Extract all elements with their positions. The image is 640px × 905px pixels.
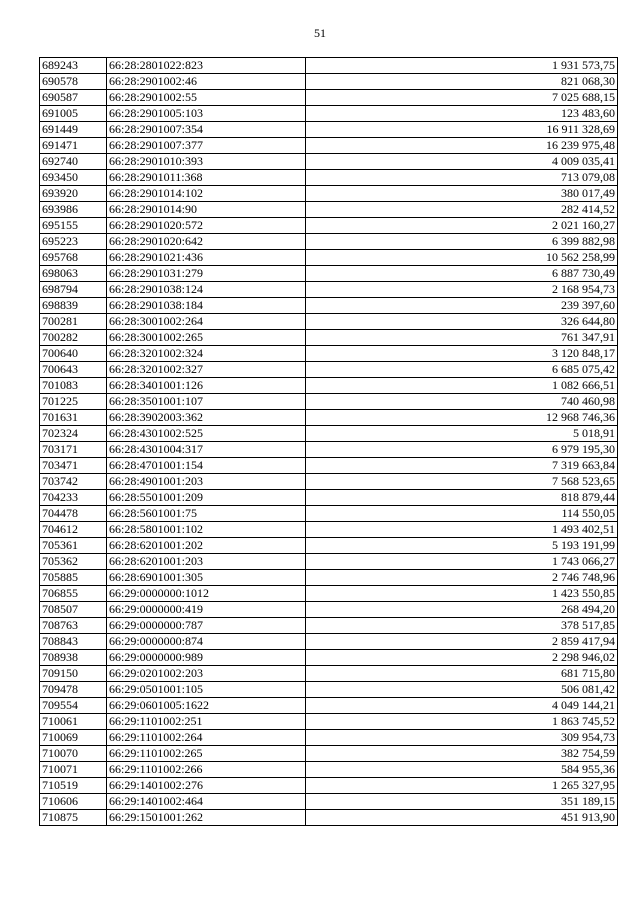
cadastral-number-cell: 66:29:0601005:1622 <box>107 698 306 714</box>
cadastral-value-cell: 1 743 066,27 <box>306 554 618 570</box>
row-id-cell: 692740 <box>40 154 107 170</box>
table-row <box>40 778 618 794</box>
cadastral-value-cell: 1 423 550,85 <box>306 586 618 602</box>
cadastral-number-cell: 66:29:0000000:787 <box>107 618 306 634</box>
table-row <box>40 394 618 410</box>
cadastral-number-cell: 66:29:1101002:251 <box>107 714 306 730</box>
row-id-cell: 695768 <box>40 250 107 266</box>
cadastral-value-cell: 7 025 688,15 <box>306 90 618 106</box>
cadastral-value-cell: 6 979 195,30 <box>306 442 618 458</box>
cadastral-value-cell: 713 079,08 <box>306 170 618 186</box>
table-row <box>40 138 618 154</box>
cadastral-value-cell: 7 568 523,65 <box>306 474 618 490</box>
table-row <box>40 234 618 250</box>
table-row <box>40 250 618 266</box>
table-row <box>40 442 618 458</box>
table-row <box>40 426 618 442</box>
cadastral-number-cell: 66:29:1101002:264 <box>107 730 306 746</box>
cadastral-value-cell: 1 082 666,51 <box>306 378 618 394</box>
row-id-cell: 710069 <box>40 730 107 746</box>
cadastral-number-cell: 66:28:5601001:75 <box>107 506 306 522</box>
table-row <box>40 202 618 218</box>
cadastral-value-cell: 740 460,98 <box>306 394 618 410</box>
cadastral-number-cell: 66:28:2901014:102 <box>107 186 306 202</box>
table-row <box>40 170 618 186</box>
cadastral-number-cell: 66:28:2801022:823 <box>107 58 306 74</box>
cadastral-value-cell: 239 397,60 <box>306 298 618 314</box>
cadastral-number-cell: 66:28:3401001:126 <box>107 378 306 394</box>
cadastral-number-cell: 66:28:5501001:209 <box>107 490 306 506</box>
cadastral-value-cell: 506 081,42 <box>306 682 618 698</box>
cadastral-value-table <box>39 57 618 826</box>
row-id-cell: 704233 <box>40 490 107 506</box>
cadastral-number-cell: 66:28:4701001:154 <box>107 458 306 474</box>
cadastral-number-cell: 66:28:3001002:265 <box>107 330 306 346</box>
row-id-cell: 709554 <box>40 698 107 714</box>
cadastral-value-cell: 7 319 663,84 <box>306 458 618 474</box>
cadastral-value-cell: 382 754,59 <box>306 746 618 762</box>
table-row <box>40 74 618 90</box>
cadastral-value-cell: 6 887 730,49 <box>306 266 618 282</box>
cadastral-value-cell: 6 685 075,42 <box>306 362 618 378</box>
cadastral-number-cell: 66:28:2901021:436 <box>107 250 306 266</box>
row-id-cell: 698839 <box>40 298 107 314</box>
table-row <box>40 298 618 314</box>
cadastral-number-cell: 66:28:2901007:354 <box>107 122 306 138</box>
cadastral-value-cell: 6 399 882,98 <box>306 234 618 250</box>
cadastral-value-cell: 3 120 848,17 <box>306 346 618 362</box>
row-id-cell: 701631 <box>40 410 107 426</box>
table-row <box>40 154 618 170</box>
row-id-cell: 693450 <box>40 170 107 186</box>
row-id-cell: 700640 <box>40 346 107 362</box>
cadastral-number-cell: 66:28:6201001:202 <box>107 538 306 554</box>
cadastral-number-cell: 66:28:2901014:90 <box>107 202 306 218</box>
row-id-cell: 710606 <box>40 794 107 810</box>
cadastral-number-cell: 66:29:0000000:989 <box>107 650 306 666</box>
cadastral-value-cell: 1 493 402,51 <box>306 522 618 538</box>
row-id-cell: 693920 <box>40 186 107 202</box>
row-id-cell: 705362 <box>40 554 107 570</box>
cadastral-value-cell: 326 644,80 <box>306 314 618 330</box>
cadastral-value-cell: 16 911 328,69 <box>306 122 618 138</box>
table-row <box>40 186 618 202</box>
cadastral-value-cell: 2 168 954,73 <box>306 282 618 298</box>
row-id-cell: 693986 <box>40 202 107 218</box>
cadastral-number-cell: 66:29:0501001:105 <box>107 682 306 698</box>
cadastral-value-cell: 10 562 258,99 <box>306 250 618 266</box>
row-id-cell: 710875 <box>40 810 107 826</box>
cadastral-value-cell: 16 239 975,48 <box>306 138 618 154</box>
table-row <box>40 314 618 330</box>
table-row <box>40 522 618 538</box>
row-id-cell: 690578 <box>40 74 107 90</box>
row-id-cell: 700643 <box>40 362 107 378</box>
table-row <box>40 58 618 74</box>
row-id-cell: 700282 <box>40 330 107 346</box>
table-row <box>40 122 618 138</box>
row-id-cell: 691471 <box>40 138 107 154</box>
cadastral-value-cell: 268 494,20 <box>306 602 618 618</box>
table-row <box>40 506 618 522</box>
row-id-cell: 703471 <box>40 458 107 474</box>
row-id-cell: 708507 <box>40 602 107 618</box>
cadastral-number-cell: 66:28:3902003:362 <box>107 410 306 426</box>
table-row <box>40 474 618 490</box>
cadastral-value-cell: 1 863 745,52 <box>306 714 618 730</box>
table-row <box>40 602 618 618</box>
row-id-cell: 701225 <box>40 394 107 410</box>
cadastral-value-cell: 4 009 035,41 <box>306 154 618 170</box>
cadastral-number-cell: 66:28:3501001:107 <box>107 394 306 410</box>
row-id-cell: 698063 <box>40 266 107 282</box>
cadastral-number-cell: 66:29:0000000:419 <box>107 602 306 618</box>
cadastral-value-cell: 2 298 946,02 <box>306 650 618 666</box>
cadastral-value-cell: 282 414,52 <box>306 202 618 218</box>
cadastral-number-cell: 66:28:6201001:203 <box>107 554 306 570</box>
cadastral-value-cell: 584 955,36 <box>306 762 618 778</box>
cadastral-number-cell: 66:28:3201002:327 <box>107 362 306 378</box>
cadastral-value-cell: 821 068,30 <box>306 74 618 90</box>
cadastral-number-cell: 66:28:3001002:264 <box>107 314 306 330</box>
cadastral-number-cell: 66:28:4301004:317 <box>107 442 306 458</box>
cadastral-number-cell: 66:29:1501001:262 <box>107 810 306 826</box>
row-id-cell: 701083 <box>40 378 107 394</box>
table-row <box>40 266 618 282</box>
cadastral-number-cell: 66:28:2901005:103 <box>107 106 306 122</box>
table-row <box>40 650 618 666</box>
table-row <box>40 330 618 346</box>
table-row <box>40 730 618 746</box>
row-id-cell: 710071 <box>40 762 107 778</box>
cadastral-value-cell: 5 018,91 <box>306 426 618 442</box>
table-row <box>40 746 618 762</box>
row-id-cell: 703171 <box>40 442 107 458</box>
cadastral-number-cell: 66:28:6901001:305 <box>107 570 306 586</box>
cadastral-value-cell: 309 954,73 <box>306 730 618 746</box>
table-row <box>40 682 618 698</box>
table-row <box>40 618 618 634</box>
table-body <box>40 58 618 826</box>
cadastral-number-cell: 66:28:2901002:46 <box>107 74 306 90</box>
cadastral-number-cell: 66:28:3201002:324 <box>107 346 306 362</box>
page-number: 51 <box>314 26 326 40</box>
row-id-cell: 709478 <box>40 682 107 698</box>
row-id-cell: 705885 <box>40 570 107 586</box>
table-row <box>40 490 618 506</box>
cadastral-value-cell: 5 193 191,99 <box>306 538 618 554</box>
row-id-cell: 706855 <box>40 586 107 602</box>
cadastral-number-cell: 66:29:1101002:265 <box>107 746 306 762</box>
cadastral-value-cell: 12 968 746,36 <box>306 410 618 426</box>
cadastral-value-cell: 114 550,05 <box>306 506 618 522</box>
table-row <box>40 586 618 602</box>
cadastral-number-cell: 66:28:2901010:393 <box>107 154 306 170</box>
cadastral-number-cell: 66:28:4901001:203 <box>107 474 306 490</box>
table-row <box>40 810 618 826</box>
cadastral-number-cell: 66:29:1401002:464 <box>107 794 306 810</box>
table-row <box>40 554 618 570</box>
row-id-cell: 710519 <box>40 778 107 794</box>
cadastral-number-cell: 66:28:2901031:279 <box>107 266 306 282</box>
cadastral-number-cell: 66:28:2901002:55 <box>107 90 306 106</box>
row-id-cell: 704478 <box>40 506 107 522</box>
table-row <box>40 218 618 234</box>
cadastral-value-cell: 4 049 144,21 <box>306 698 618 714</box>
cadastral-number-cell: 66:29:1401002:276 <box>107 778 306 794</box>
table-row <box>40 762 618 778</box>
row-id-cell: 708938 <box>40 650 107 666</box>
row-id-cell: 710070 <box>40 746 107 762</box>
row-id-cell: 705361 <box>40 538 107 554</box>
table-row <box>40 106 618 122</box>
row-id-cell: 691449 <box>40 122 107 138</box>
table-row <box>40 410 618 426</box>
row-id-cell: 698794 <box>40 282 107 298</box>
table-row <box>40 666 618 682</box>
cadastral-number-cell: 66:28:5801001:102 <box>107 522 306 538</box>
cadastral-number-cell: 66:28:2901011:368 <box>107 170 306 186</box>
row-id-cell: 695155 <box>40 218 107 234</box>
cadastral-value-cell: 378 517,85 <box>306 618 618 634</box>
row-id-cell: 689243 <box>40 58 107 74</box>
table-row <box>40 282 618 298</box>
table-row <box>40 458 618 474</box>
cadastral-number-cell: 66:28:2901038:124 <box>107 282 306 298</box>
cadastral-number-cell: 66:29:1101002:266 <box>107 762 306 778</box>
row-id-cell: 710061 <box>40 714 107 730</box>
cadastral-value-cell: 2 859 417,94 <box>306 634 618 650</box>
cadastral-value-cell: 380 017,49 <box>306 186 618 202</box>
cadastral-value-cell: 1 265 327,95 <box>306 778 618 794</box>
table-row <box>40 570 618 586</box>
cadastral-value-cell: 1 931 573,75 <box>306 58 618 74</box>
cadastral-number-cell: 66:29:0000000:1012 <box>107 586 306 602</box>
table-row <box>40 538 618 554</box>
table-row <box>40 90 618 106</box>
row-id-cell: 709150 <box>40 666 107 682</box>
cadastral-value-cell: 351 189,15 <box>306 794 618 810</box>
cadastral-value-cell: 123 483,60 <box>306 106 618 122</box>
cadastral-value-cell: 2 021 160,27 <box>306 218 618 234</box>
cadastral-value-cell: 818 879,44 <box>306 490 618 506</box>
table-row <box>40 346 618 362</box>
table-row <box>40 362 618 378</box>
cadastral-value-cell: 451 913,90 <box>306 810 618 826</box>
row-id-cell: 700281 <box>40 314 107 330</box>
row-id-cell: 708763 <box>40 618 107 634</box>
row-id-cell: 703742 <box>40 474 107 490</box>
row-id-cell: 702324 <box>40 426 107 442</box>
cadastral-number-cell: 66:28:2901007:377 <box>107 138 306 154</box>
table-row <box>40 634 618 650</box>
row-id-cell: 708843 <box>40 634 107 650</box>
cadastral-value-cell: 681 715,80 <box>306 666 618 682</box>
cadastral-value-cell: 761 347,91 <box>306 330 618 346</box>
cadastral-number-cell: 66:28:2901020:572 <box>107 218 306 234</box>
table-row <box>40 714 618 730</box>
table-row <box>40 698 618 714</box>
table-row <box>40 794 618 810</box>
table-row <box>40 378 618 394</box>
cadastral-number-cell: 66:29:0000000:874 <box>107 634 306 650</box>
cadastral-number-cell: 66:28:4301002:525 <box>107 426 306 442</box>
row-id-cell: 691005 <box>40 106 107 122</box>
cadastral-number-cell: 66:28:2901038:184 <box>107 298 306 314</box>
cadastral-number-cell: 66:28:2901020:642 <box>107 234 306 250</box>
cadastral-number-cell: 66:29:0201002:203 <box>107 666 306 682</box>
row-id-cell: 695223 <box>40 234 107 250</box>
cadastral-value-cell: 2 746 748,96 <box>306 570 618 586</box>
row-id-cell: 704612 <box>40 522 107 538</box>
row-id-cell: 690587 <box>40 90 107 106</box>
